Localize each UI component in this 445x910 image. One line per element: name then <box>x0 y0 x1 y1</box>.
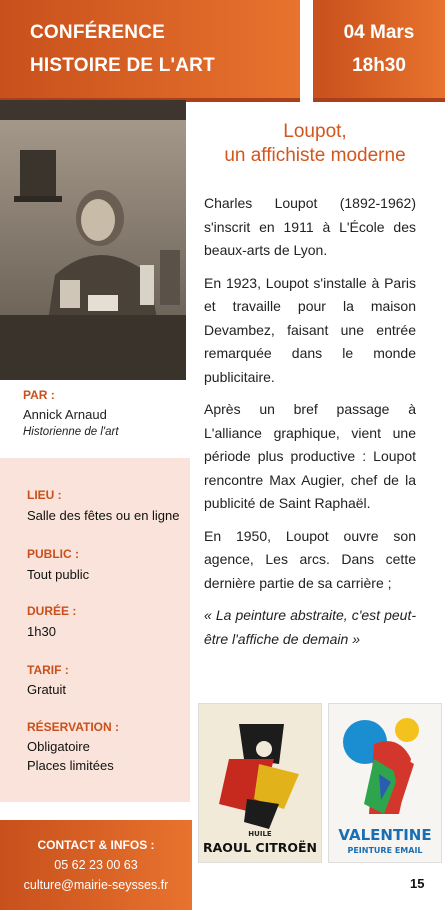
event-info-panel <box>0 458 190 802</box>
article-paragraph: Après un bref passage à L'alliance graphique, vient une période plus productive : Loupot rencontre Max Augier, chef de la publicité de Saint Raphaël. <box>204 401 416 511</box>
article-title-line2: un affichiste moderne <box>224 145 406 166</box>
contact-label: CONTACT & INFOS : <box>37 838 155 852</box>
header-line2: HISTOIRE DE L'ART <box>30 55 215 76</box>
poster-valentine-sub: PEINTURE EMAIL <box>347 846 423 855</box>
lieu-value: Salle des fêtes ou en ligne <box>27 508 180 523</box>
speaker-label: PAR : <box>23 388 55 402</box>
public-label: PUBLIC : <box>27 547 79 561</box>
reservation-label: RÉSERVATION : <box>27 720 120 734</box>
contact-email: culture@mairie-seysses.fr <box>23 878 169 892</box>
article-body <box>204 192 416 660</box>
tarif-label: TARIF : <box>27 663 69 677</box>
article-title-line1: Loupot, <box>283 121 347 142</box>
header-time: 18h30 <box>352 55 406 76</box>
page-number: 15 <box>410 876 425 891</box>
contact-phone: 05 62 23 00 63 <box>54 858 138 872</box>
article-paragraph: Charles Loupot (1892-1962) s'inscrit en 1911 à L'École des beaux-arts de Lyon. <box>204 195 416 258</box>
duree-label: DURÉE : <box>27 604 77 618</box>
article-quote: « La peinture abstraite, c'est peut-être l'affiche de demain » <box>204 607 416 647</box>
poster-valentine-brand: VALENTINE <box>338 826 432 844</box>
header-title-block <box>0 0 300 102</box>
speaker-role: Historienne de l'art <box>23 426 119 438</box>
duree-value: 1h30 <box>27 624 56 639</box>
header-date-block <box>313 0 445 102</box>
public-value: Tout public <box>27 567 90 582</box>
article-title <box>195 120 435 168</box>
reservation-value-1: Obligatoire <box>27 739 90 754</box>
poster-citroen-brand: RAOUL CITROËN <box>203 840 317 855</box>
poster-valentine <box>328 703 442 863</box>
article-paragraph: En 1923, Loupot s'installe à Paris et travaille pour la maison Devambez, faisant une entrée remarquée dans le monde publicitaire. <box>204 274 416 385</box>
reservation-value-2: Places limitées <box>27 758 114 773</box>
contact-block <box>0 820 192 910</box>
article-paragraph: En 1950, Loupot ouvre son agence, Les arcs. Dans cette dernière partie de sa carrière ; <box>204 527 416 591</box>
tarif-value: Gratuit <box>27 682 67 697</box>
speaker-photo <box>0 100 186 380</box>
header-date: 04 Mars <box>343 22 415 43</box>
poster-citroen-small-label: HUILE <box>248 830 272 838</box>
lieu-label: LIEU : <box>27 488 62 502</box>
poster-citroen <box>198 703 322 863</box>
header-line1: CONFÉRENCE <box>30 22 166 43</box>
speaker-name: Annick Arnaud <box>23 407 107 422</box>
